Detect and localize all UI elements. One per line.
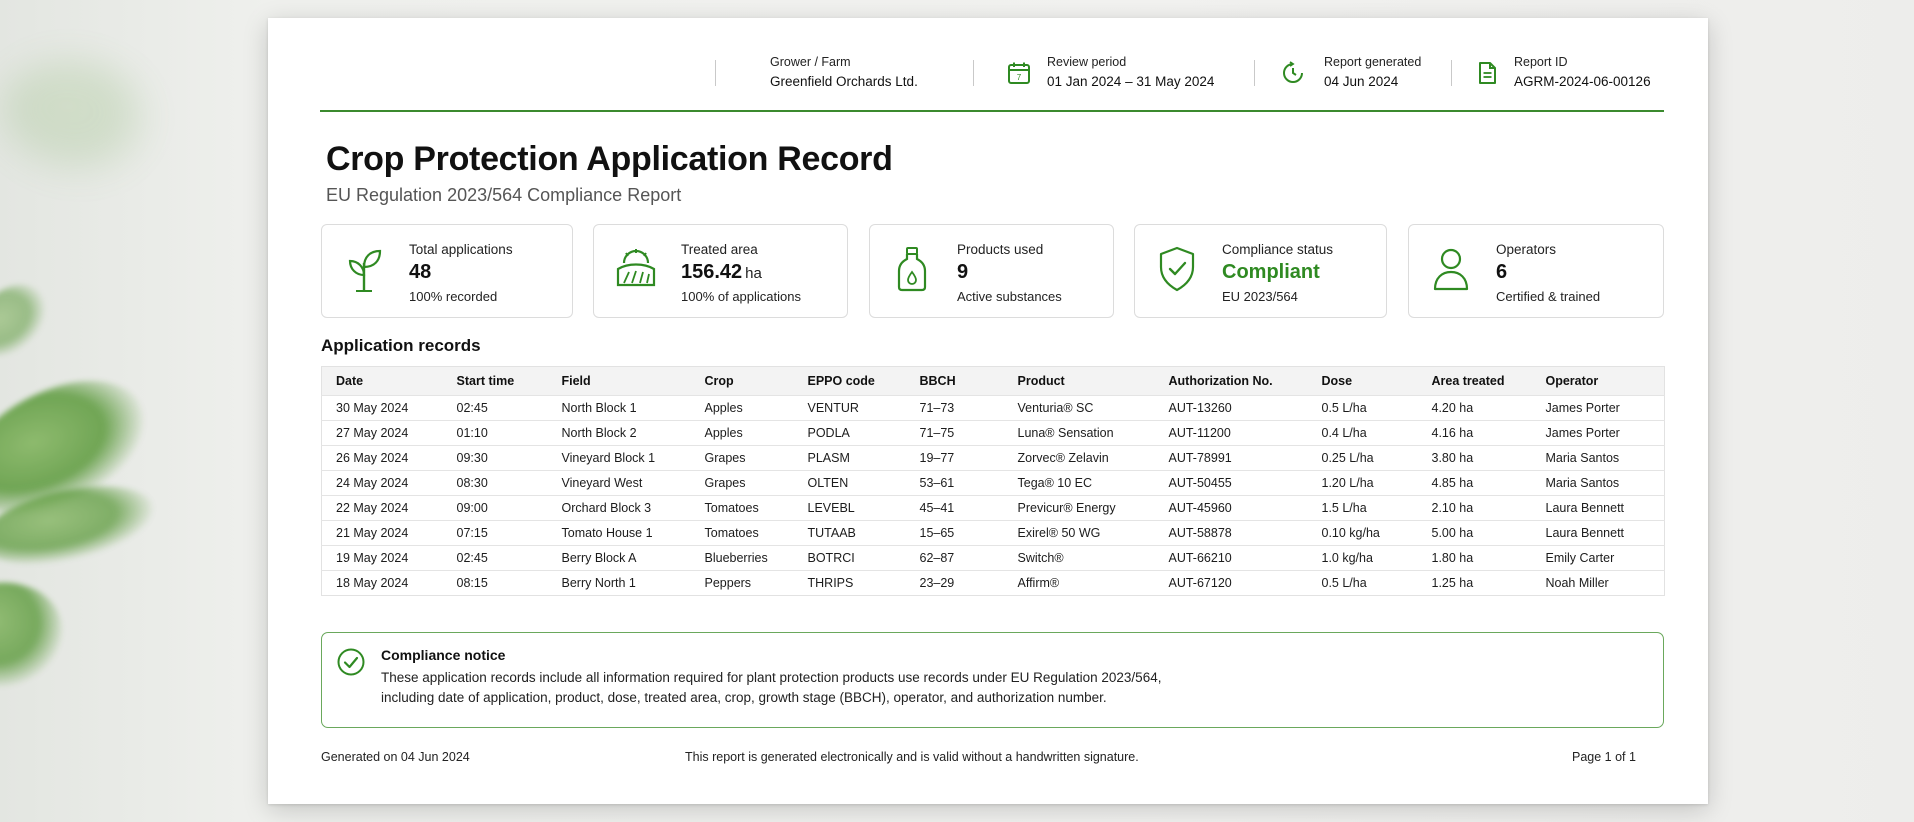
table-cell: 02:45 <box>443 546 548 571</box>
table-cell: 30 May 2024 <box>322 396 443 421</box>
column-header: Product <box>1017 374 1065 388</box>
column-header: Area treated <box>1431 374 1505 388</box>
table-cell: Zorvec® Zelavin <box>1004 446 1155 471</box>
header-rule <box>320 110 1664 112</box>
table-cell: 0.4 L/ha <box>1308 421 1418 446</box>
card-label: Treated area <box>681 242 758 257</box>
table-cell: Apples <box>691 396 794 421</box>
table-cell: AUT-58878 <box>1155 521 1308 546</box>
table-row <box>322 446 1665 471</box>
table-row <box>322 421 1665 446</box>
clock-icon <box>1280 60 1306 86</box>
card-value: 9 <box>957 261 969 283</box>
card-value: 48 <box>409 261 432 283</box>
column-header: EPPO code <box>807 374 875 388</box>
footer-validity: This report is generated electronically and is valid without a handwritten signature. <box>685 750 1139 764</box>
card-products-used <box>869 224 1114 318</box>
table-cell: 4.85 ha <box>1418 471 1532 496</box>
column-header: BBCH <box>919 374 956 388</box>
field-icon <box>614 245 658 293</box>
table-cell: PODLA <box>794 421 906 446</box>
table-cell: 0.5 L/ha <box>1308 571 1418 596</box>
document-icon <box>1474 60 1500 86</box>
table-cell: 0.25 L/ha <box>1308 446 1418 471</box>
background-leaf <box>0 34 168 206</box>
table-cell: Orchard Block 3 <box>548 496 691 521</box>
meta-report-id <box>1514 54 1651 92</box>
meta-grower-label: Grower / Farm <box>770 55 851 69</box>
table-cell: Maria Santos <box>1532 471 1665 496</box>
table-body <box>322 396 1665 596</box>
table-cell: 1.25 ha <box>1418 571 1532 596</box>
card-value-unit: ha <box>745 265 762 282</box>
notice-line: including date of application, product, dose, treated area, crop, growth stage (BBCH), operator, and authorization number. <box>381 690 1107 705</box>
bottle-icon <box>890 245 934 293</box>
table-cell: Blueberries <box>691 546 794 571</box>
background-leaf <box>0 563 75 707</box>
table-cell: THRIPS <box>794 571 906 596</box>
table-header-row <box>322 367 1665 396</box>
person-icon <box>1429 245 1473 293</box>
card-value <box>681 261 762 284</box>
table-cell: TUTAAB <box>794 521 906 546</box>
meta-generated <box>1324 54 1421 92</box>
svg-text:7: 7 <box>1016 73 1022 82</box>
table-cell: Switch® <box>1004 546 1155 571</box>
page-subtitle: EU Regulation 2023/564 Compliance Report <box>326 185 682 205</box>
meta-report-id-label: Report ID <box>1514 55 1568 69</box>
card-total-applications <box>321 224 573 318</box>
calendar-icon <box>1006 60 1032 86</box>
table-cell: 02:45 <box>443 396 548 421</box>
table-cell: 1.0 kg/ha <box>1308 546 1418 571</box>
table-cell: 4.16 ha <box>1418 421 1532 446</box>
column-header: Authorization No. <box>1168 374 1273 388</box>
card-label: Operators <box>1496 242 1557 257</box>
table-cell: 09:00 <box>443 496 548 521</box>
table-cell: 19–77 <box>906 446 1004 471</box>
table-cell: Tomato House 1 <box>548 521 691 546</box>
table-cell: 2.10 ha <box>1418 496 1532 521</box>
footer-generated: Generated on 04 Jun 2024 <box>321 750 470 764</box>
table-cell: PLASM <box>794 446 906 471</box>
card-operators <box>1408 224 1664 318</box>
table-cell: VENTUR <box>794 396 906 421</box>
table-cell: 08:15 <box>443 571 548 596</box>
table-cell: 53–61 <box>906 471 1004 496</box>
table-cell: Tega® 10 EC <box>1004 471 1155 496</box>
table-cell: Grapes <box>691 446 794 471</box>
meta-grower-value: Greenfield Orchards Ltd. <box>770 74 918 89</box>
table-cell: AUT-13260 <box>1155 396 1308 421</box>
table-cell: AUT-78991 <box>1155 446 1308 471</box>
background-leaf <box>0 274 60 366</box>
table-cell: Laura Bennett <box>1532 521 1665 546</box>
table-cell: Vineyard Block 1 <box>548 446 691 471</box>
card-sub: Active substances <box>957 289 1062 304</box>
table-cell: 45–41 <box>906 496 1004 521</box>
table-cell: 18 May 2024 <box>322 571 443 596</box>
table-cell: AUT-45960 <box>1155 496 1308 521</box>
shield-check-icon <box>1155 245 1199 293</box>
meta-generated-label: Report generated <box>1324 55 1422 69</box>
card-label: Total applications <box>409 242 513 257</box>
page-title: Crop Protection Application Record <box>326 140 893 178</box>
meta-report-id-value: AGRM-2024-06-00126 <box>1514 74 1651 89</box>
table-cell: 01:10 <box>443 421 548 446</box>
table-cell: Affirm® <box>1004 571 1155 596</box>
records-table <box>321 366 1664 596</box>
table-cell: OLTEN <box>794 471 906 496</box>
table-cell: 09:30 <box>443 446 548 471</box>
table-cell: AUT-67120 <box>1155 571 1308 596</box>
column-header: Dose <box>1321 374 1353 388</box>
table-cell: North Block 1 <box>548 396 691 421</box>
card-sub: EU 2023/564 <box>1222 289 1298 304</box>
table-cell: North Block 2 <box>548 421 691 446</box>
table-cell: AUT-11200 <box>1155 421 1308 446</box>
table-row <box>322 521 1665 546</box>
table-cell: 08:30 <box>443 471 548 496</box>
table-cell: 23–29 <box>906 571 1004 596</box>
column-header: Start time <box>456 374 515 388</box>
table-cell: 5.00 ha <box>1418 521 1532 546</box>
notice-title: Compliance notice <box>381 647 506 663</box>
table-cell: James Porter <box>1532 396 1665 421</box>
table-cell: Noah Miller <box>1532 571 1665 596</box>
meta-generated-value: 04 Jun 2024 <box>1324 74 1399 89</box>
table-cell: James Porter <box>1532 421 1665 446</box>
table-cell: AUT-50455 <box>1155 471 1308 496</box>
compliance-badge: Compliant <box>1222 261 1320 283</box>
table-cell: Berry Block A <box>548 546 691 571</box>
table-cell: 22 May 2024 <box>322 496 443 521</box>
table-cell: Previcur® Energy <box>1004 496 1155 521</box>
table-cell: 4.20 ha <box>1418 396 1532 421</box>
table-cell: 1.5 L/ha <box>1308 496 1418 521</box>
report-page <box>268 18 1708 804</box>
card-value-number: 156.42 <box>681 261 743 283</box>
table-row <box>322 496 1665 521</box>
table-cell: Apples <box>691 421 794 446</box>
seedling-icon <box>342 245 386 293</box>
table-cell: 15–65 <box>906 521 1004 546</box>
table-cell: 19 May 2024 <box>322 546 443 571</box>
column-header: Operator <box>1545 374 1599 388</box>
table-row <box>322 571 1665 596</box>
card-treated-area <box>593 224 848 318</box>
table-cell: AUT-66210 <box>1155 546 1308 571</box>
table-cell: Exirel® 50 WG <box>1004 521 1155 546</box>
column-header: Date <box>336 374 364 388</box>
meta-divider <box>1451 60 1452 86</box>
notice-text <box>381 668 1631 708</box>
table-cell: 1.80 ha <box>1418 546 1532 571</box>
table-cell: Berry North 1 <box>548 571 691 596</box>
table-cell: LEVEBL <box>794 496 906 521</box>
table-row <box>322 396 1665 421</box>
table-row <box>322 546 1665 571</box>
table-cell: Tomatoes <box>691 496 794 521</box>
table-cell: Laura Bennett <box>1532 496 1665 521</box>
table-cell: 0.10 kg/ha <box>1308 521 1418 546</box>
meta-review <box>1047 54 1214 92</box>
table-cell: Luna® Sensation <box>1004 421 1155 446</box>
table-cell: Peppers <box>691 571 794 596</box>
table-cell: Venturia® SC <box>1004 396 1155 421</box>
table-cell: 1.20 L/ha <box>1308 471 1418 496</box>
table-cell: 24 May 2024 <box>322 471 443 496</box>
table-cell: Tomatoes <box>691 521 794 546</box>
card-label: Compliance status <box>1222 242 1334 257</box>
table-cell: 0.5 L/ha <box>1308 396 1418 421</box>
table-cell: 26 May 2024 <box>322 446 443 471</box>
meta-review-value: 01 Jan 2024 – 31 May 2024 <box>1047 74 1215 89</box>
table-cell: Grapes <box>691 471 794 496</box>
check-circle-icon <box>336 647 366 677</box>
table-cell: 71–73 <box>906 396 1004 421</box>
table-cell: 27 May 2024 <box>322 421 443 446</box>
card-sub: 100% of applications <box>681 289 801 304</box>
notice-line: These application records include all information required for plant protection products use records under EU Regulation 2023/564, <box>381 670 1162 685</box>
card-sub: 100% recorded <box>409 289 498 304</box>
table-cell: BOTRCI <box>794 546 906 571</box>
table-cell: Vineyard West <box>548 471 691 496</box>
table-cell: Maria Santos <box>1532 446 1665 471</box>
compliance-notice <box>321 632 1664 728</box>
meta-review-label: Review period <box>1047 55 1127 69</box>
column-header: Field <box>561 374 591 388</box>
meta-grower <box>770 54 918 92</box>
table-cell: 71–75 <box>906 421 1004 446</box>
table-row <box>322 471 1665 496</box>
footer-page-number: Page 1 of 1 <box>1572 750 1636 764</box>
meta-divider <box>973 60 974 86</box>
table-cell: 3.80 ha <box>1418 446 1532 471</box>
table-cell: Emily Carter <box>1532 546 1665 571</box>
table-cell: 21 May 2024 <box>322 521 443 546</box>
card-compliance-status <box>1134 224 1387 318</box>
column-header: Crop <box>704 374 734 388</box>
card-value: 6 <box>1496 261 1508 283</box>
card-sub: Certified & trained <box>1496 289 1601 304</box>
records-section-title: Application records <box>321 336 481 355</box>
meta-divider <box>715 60 716 86</box>
card-label: Products used <box>957 242 1044 257</box>
table-cell: 62–87 <box>906 546 1004 571</box>
table-cell: 07:15 <box>443 521 548 546</box>
meta-divider <box>1254 60 1255 86</box>
